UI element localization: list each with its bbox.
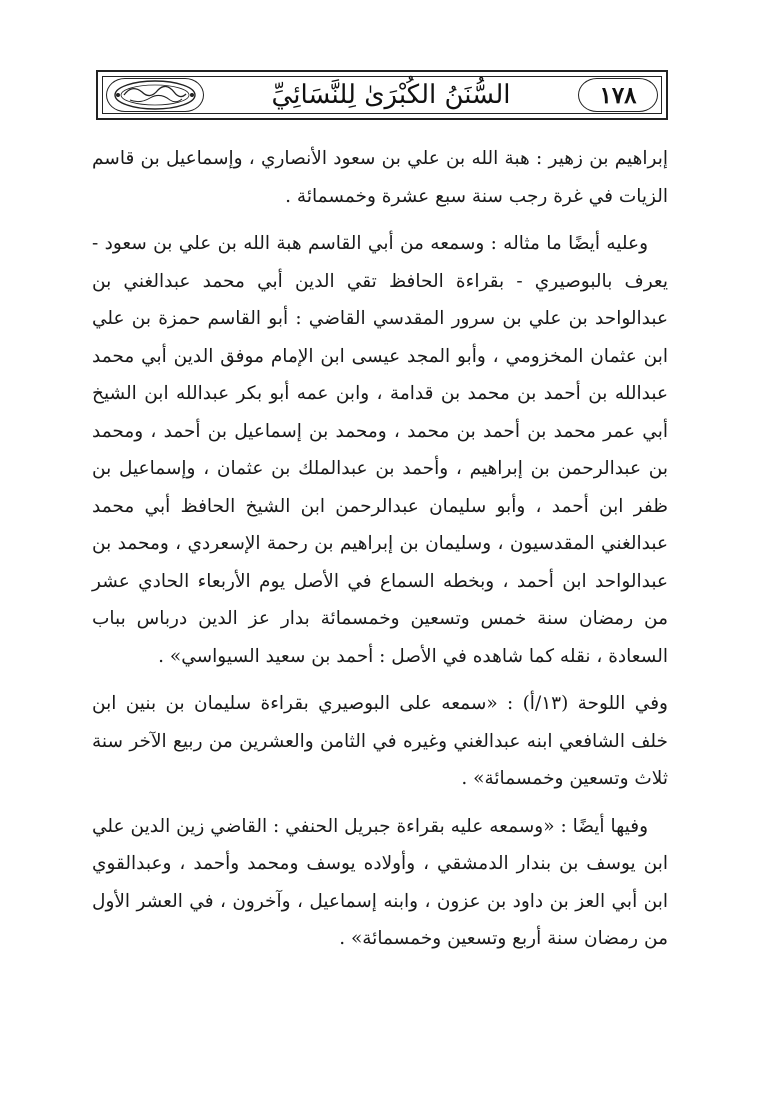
page-body [92, 140, 668, 958]
book-title: السُّنَنُ الكُبْرَىٰ لِلنَّسَائِيِّ [271, 80, 511, 110]
paragraph-1: إبراهيم بن زهير : هبة الله بن علي بن سعود الأنصاري ، وإسماعيل بن قاسم الزيات في غرة رجب سنة سبع عشرة وخمسمائة . [92, 148, 668, 207]
page-number: ١٧٨ [599, 81, 637, 109]
header-ornament-emblem [106, 78, 204, 112]
paragraph-2: وعليه أيضًا ما مثاله : وسمعه من أبي القاسم هبة الله بن علي بن سعود - يعرف بالبوصيري - بقراءة الحافظ تقي الدين أبي محمد عبدالغني بن عبدالواحد بن علي بن سرور المقدسي القاضي : أبو القاسم حمزة بن علي ابن عثمان المخزومي ، وأبو المجد عيسى ابن الإمام موفق الدين أبي محمد عبدالله بن أحمد بن محمد بن قدامة ، وابن عمه أبو بكر عبدالله ابن الشيخ أبي عمر محمد بن أحمد بن محمد ، ومحمد بن إسماعيل بن أحمد ، ومحمد بن عبدالرحمن بن إبراهيم ، وأحمد بن عبدالملك بن عثمان ، وإسماعيل بن ظفر ابن أحمد ، وأبو سليمان عبدالرحمن ابن الشيخ الحافظ أبي محمد عبدالغني المقدسيون ، وسليمان بن إبراهيم بن رحمة الإسعردي ، ومحمد بن عبدالواحد ابن أحمد ، وبخطه السماع في الأصل يوم الأربعاء الحادي عشر من رمضان سنة خمس وتسعين وخمسمائة بدار عز الدين درباس بباب السعادة ، نقله كما شاهده في الأصل : أحمد بن سعيد السيواسي» . [92, 233, 668, 667]
header-page-number-frame [578, 78, 658, 112]
running-header [96, 70, 668, 120]
ornament-emblem-icon [110, 78, 200, 112]
paragraph-4: وفيها أيضًا : «وسمعه عليه بقراءة جبريل الحنفي : القاضي زين الدين علي ابن يوسف بن بندار الدمشقي ، وأولاده يوسف ومحمد وأحمد ، وعبدالقوي ابن أبي العز بن داود بن عزون ، وابنه إسماعيل ، وآخرون ، في العشر الأول من رمضان سنة أربع وتسعين وخمسمائة» . [92, 815, 668, 949]
paragraph-3: وفي اللوحة (١٣/أ) : «سمعه على البوصيري بقراءة سليمان بن بنين ابن خلف الشافعي ابنه عبدالغني وغيره في الثامن والعشرين من ربيع الآخر سنة ثلاث وتسعين وخمسمائة» . [92, 693, 668, 789]
